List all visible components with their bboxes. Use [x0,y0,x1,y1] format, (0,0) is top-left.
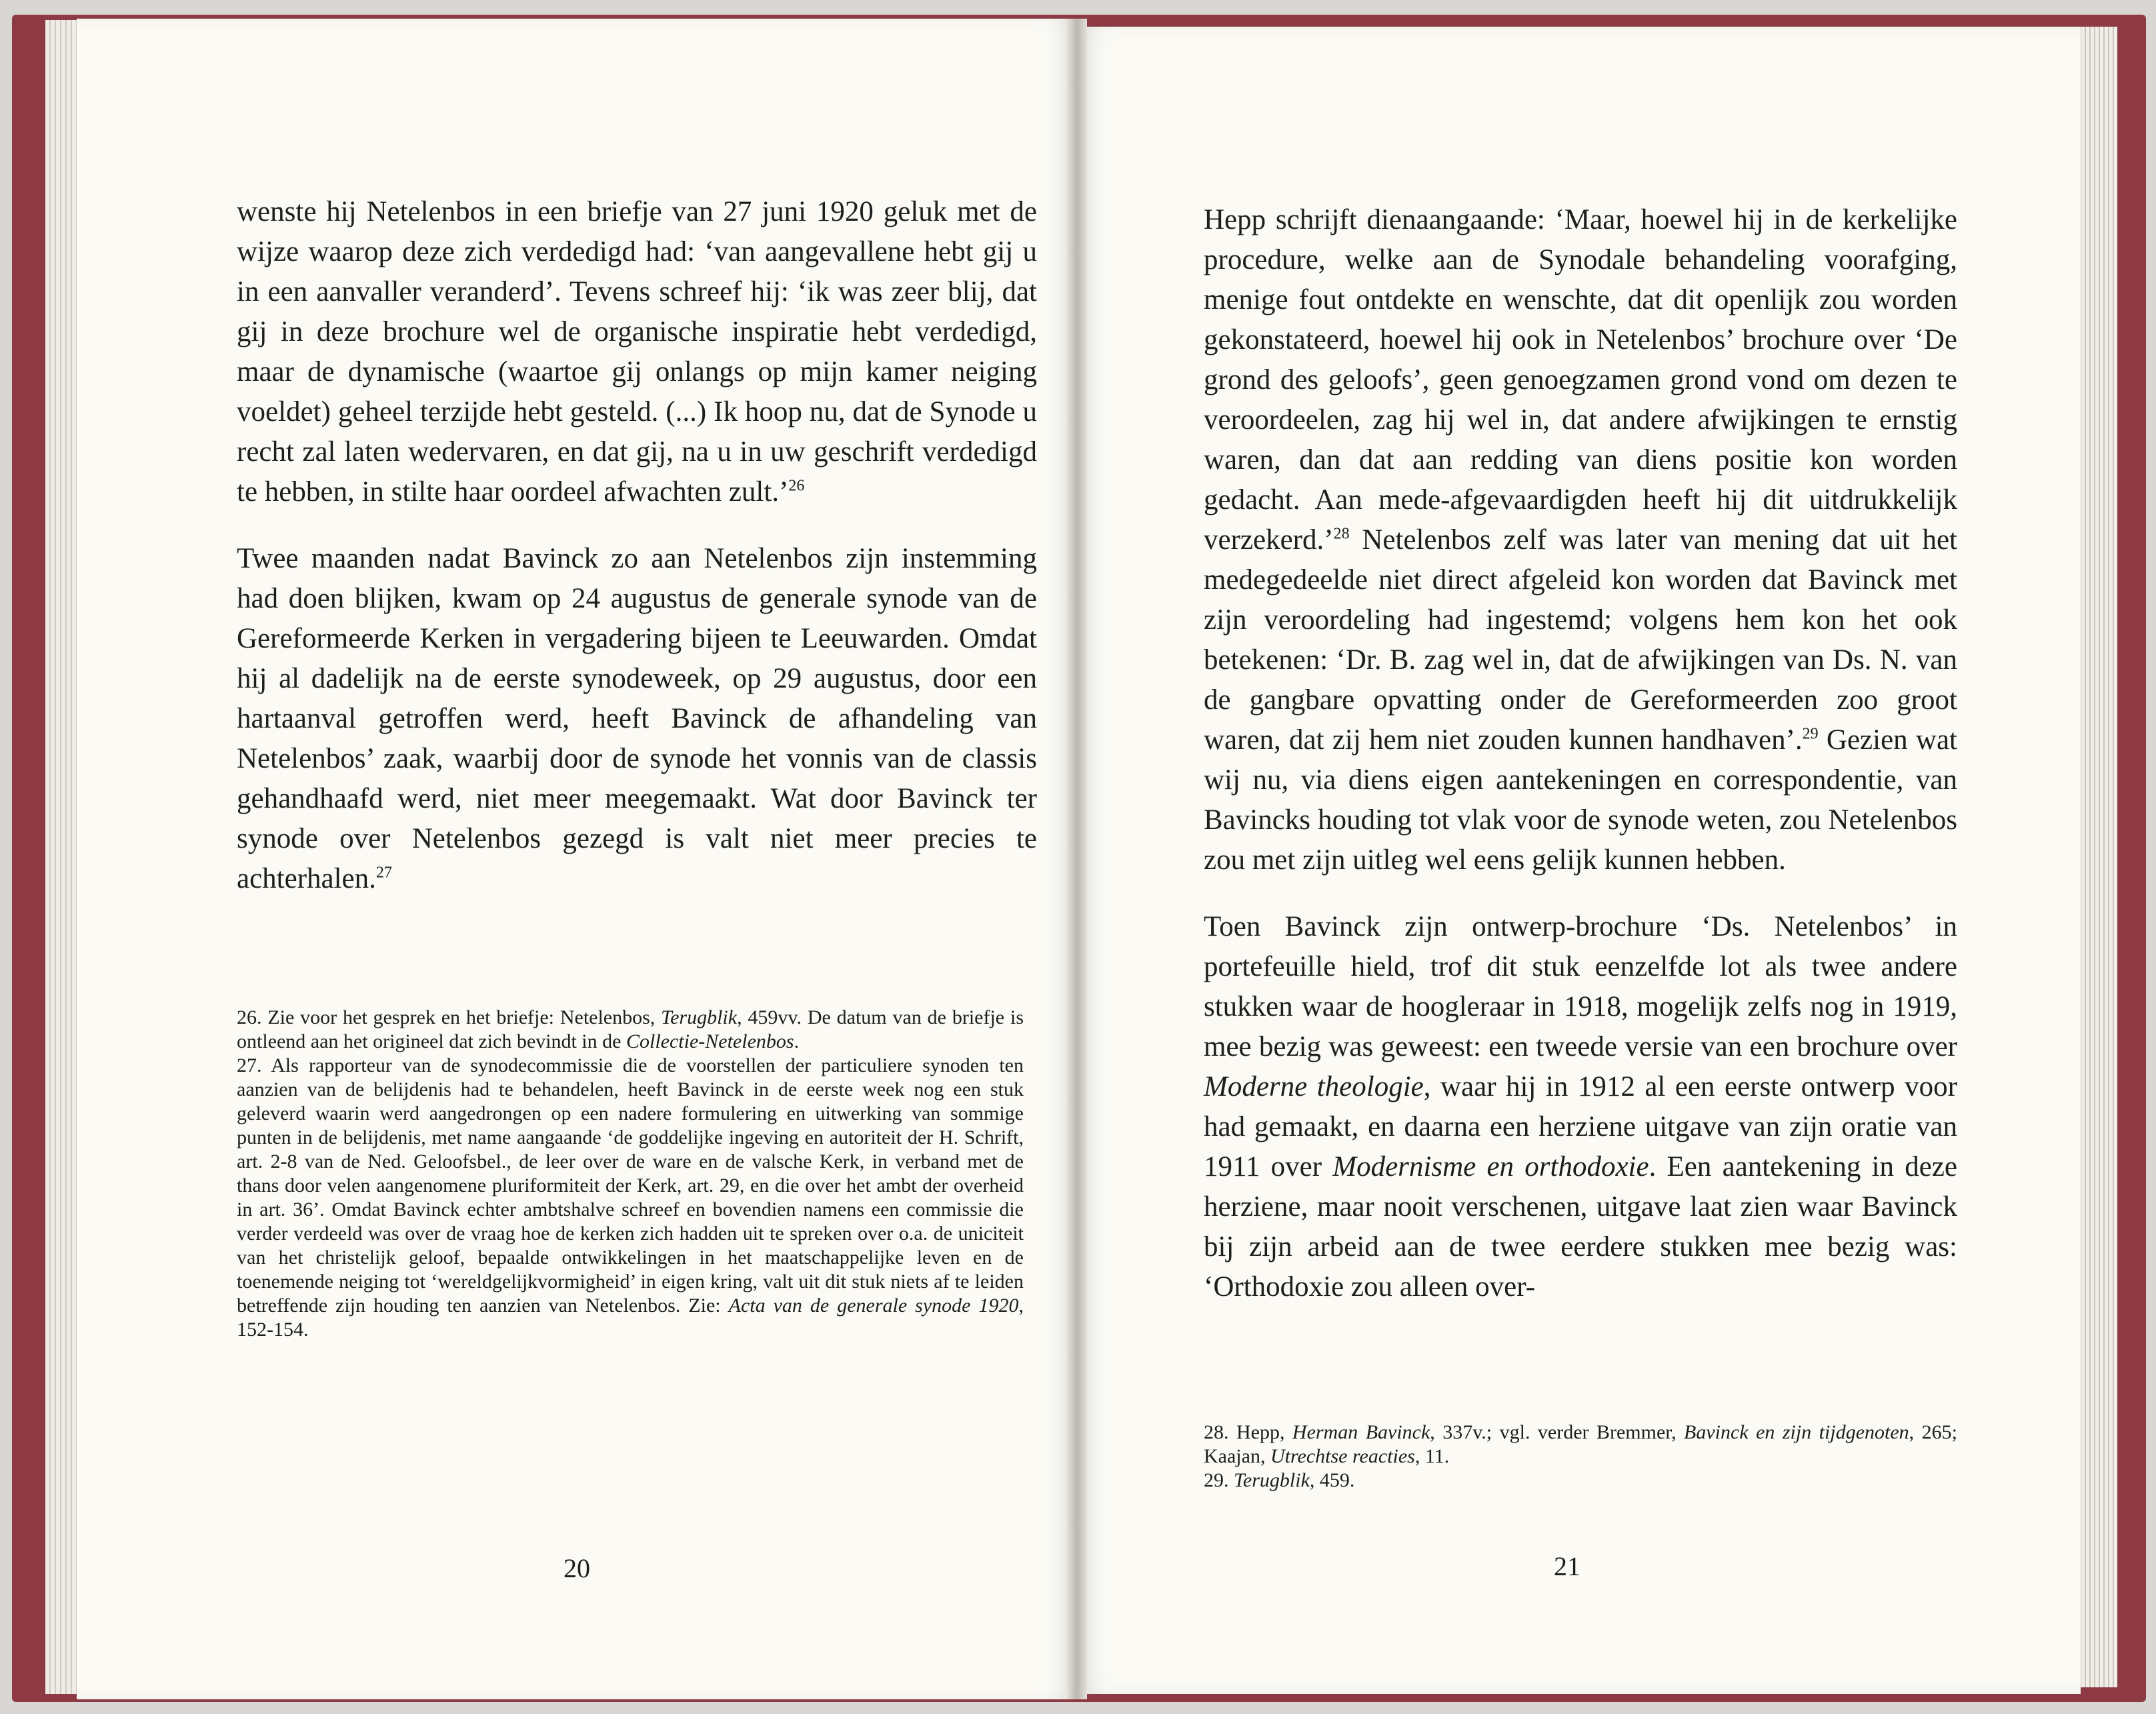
footnote-26: 26. Zie voor het gesprek en het briefje: Netelenbos, Terugblik, 459vv. De datum van de briefje is ontleend aan het origineel dat zich bevindt in de Collectie-Netelenbos. [237,1006,1024,1052]
footnote-27: 27. Als rapporteur van de synodecommissie die de voorstellen der particuliere synoden ten aanzien van de belijdenis had te behandelen, heeft Bavinck in de eerste week nog een stuk geleverd waarin werd aangedrongen op een nadere formulering en uitwerking van sommige punten in de belijdenis, met name aangaande ‘de goddelijke ingeving en autoriteit der H. Schrift, art. 2-8 van de Ned. Geloofsbel., de leer over de ware en de valsche Kerk, in verband met de thans door velen aangenomene pluriformiteit der Kerk, art. 29, en die over het ambt der overheid in art. 36’. Omdat Bavinck echter ambtshalve schreef en bovendien namens een commissie die verder verdeeld was over de vraag hoe de kerken zich hadden uit te spreken over o.a. de uniciteit van het christelijk geloof, bepaalde ontwikkelingen in het maatschappelijke leven en de toenemende neiging tot ‘wereldgelijkvormigheid’ in eigen kring, valt uit dit stuk niets af te leiden betreffende zijn houding ten aanzien van Netelenbos. Zie: Acta van de generale synode 1920, 152-154. [237,1054,1024,1341]
right-footnotes [1204,1421,1957,1493]
book-gutter [1067,19,1087,1699]
left-paragraph-2: Twee maanden nadat Bavinck zo aan Netelenbos zijn instemming had doen blijken, kwam op 24 augustus de generale synode van de Gereformeerde Kerken in vergadering bijeen te Leeuwarden. Omdat hij al dadelijk na de eerste synodeweek, op 29 augustus, door een hartaanval getroffen werd, heeft Bavinck de afhandeling van Netelenbos’ zaak, waarbij door de synode het vonnis van de classis gehandhaafd werd, niet meer meegemaakt. Wat door Bavinck ter synode over Netelenbos gezegd is valt niet meer precies te achterhalen.$^{27}$ [237,543,1037,894]
right-page [1077,27,2081,1694]
left-paragraph-1: wenste hij Netelenbos in een briefje van 27 juni 1920 geluk met de wijze waarop deze zich verdedigd had: ‘van aangevallene hebt gij u in een aanvaller veranderd’. Tevens schreef hij: ‘ik was zeer blij, dat gij in deze brochure wel de organische inspiratie hebt verdedigd, maar de dynamische (waartoe gij onlangs op mijn kamer neiging voeldet) geheel terzijde hebt gesteld. (...) Ik hoop nu, dat de Synode u recht zal laten wedervaren, en dat gij, na u in uw geschrift verdedigd te hebben, in stilte haar oordeel afwachten zult.’$^{26}$ [237,196,1037,508]
footnote-ref-28: 28 [1333,525,1350,543]
right-paragraph-1: Hepp schrijft dienaangaande: ‘Maar, hoewel hij in de kerkelijke procedure, welke aan de Synodale behandeling voorafging, menige fout ontdekte en wenschte, dat dit openlijk zou worden gekonstateerd, hoewel hij ook in Netelenbos’ brochure over ‘De grond des geloofs’, geen genoegzamen grond vond om dezen te veroordeelen, zag hij wel in, dat andere afwijkingen te ernstig waren, dan dat aan redding van diens positie kon worden gedacht. Aan mede-afgevaardigden heeft hij dit uitdrukkelijk verzekerd.’$^{28}$ Netelenbos zelf was later van mening dat uit het medegedeelde niet direct afgeleid kon worden dat Bavinck met zijn veroordeling had ingestemd; volgens hem kon het ook betekenen: ‘Dr. B. zag wel in, dat de afwijkingen van Ds. N. van de gangbare opvatting onder de Gereformeerden zoo groot waren, dat zij hem niet zouden kunnen handhaven’.$^{29}$ Gezien wat wij nu, via diens eigen aantekeningen en correspondentie, van Bavincks houding tot vlak voor de synode weten, zou Netelenbos zou met zijn uitleg wel eens gelijk kunnen hebben. [1204,204,1957,876]
left-page [77,19,1077,1699]
footnote-28: 28. Hepp, Herman Bavinck, 337v.; vgl. verder Bremmer, Bavinck en zijn tijdgenoten, 265; Kaajan, Utrechtse reacties, 11. [1204,1421,1957,1467]
page-number-left: 20 [564,1553,590,1583]
right-paragraph-2: Toen Bavinck zijn ontwerp-brochure ‘Ds. Netelenbos’ in portefeuille hield, trof dit stuk eenzelfde lot als twee andere stukken waar de hoogleraar in 1918, mogelijk zelfs nog in 1919, mee bezig was geweest: een tweede versie van een brochure over Moderne theologie, waar hij in 1912 al een eerste ontwerp voor had gemaakt, en daarna een herziene uitgave van zijn oratie van 1911 over Modernisme en orthodoxie. Een aantekening in deze herziene, maar nooit verschenen, uitgave laat zien waar Bavinck bij zijn arbeid aan de twee eerdere stukken mee bezig was: ‘Orthodoxie zou alleen over- [1204,911,1958,1303]
footnote-ref-26: 26 [788,477,805,495]
page-number-right: 21 [1554,1551,1580,1581]
footnote-29: 29. Terugblik, 459. [1204,1469,1355,1491]
left-footnotes [237,1006,1024,1342]
left-body [237,192,1037,899]
footnote-ref-27: 27 [375,864,392,882]
right-body [1204,200,1957,1307]
footnote-ref-29: 29 [1802,725,1819,743]
